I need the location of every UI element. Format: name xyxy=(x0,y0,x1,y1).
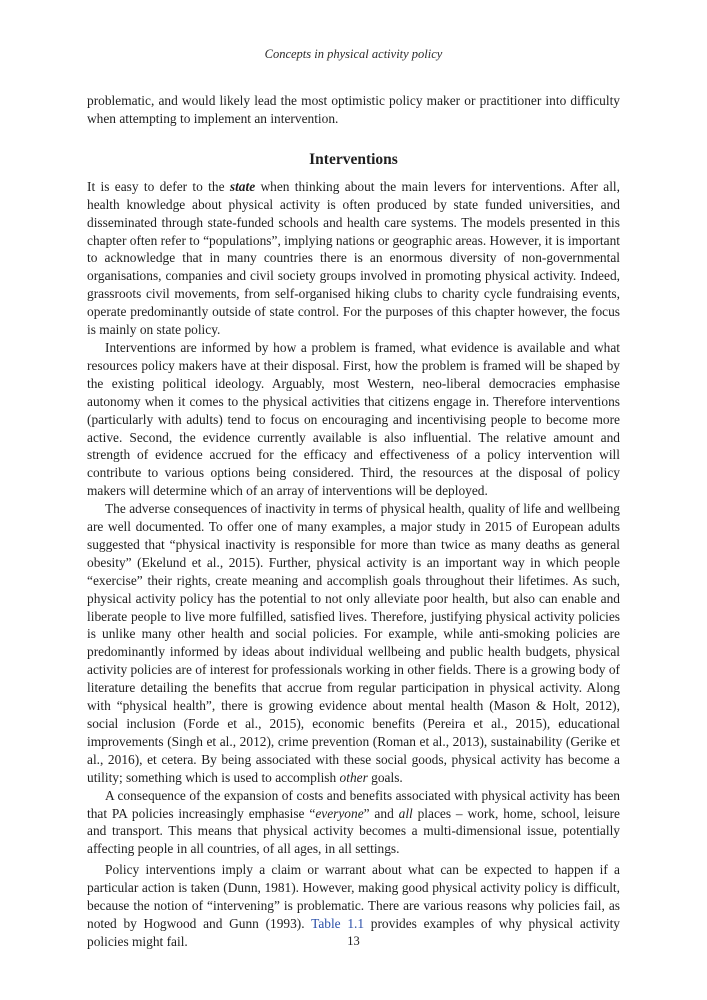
text-run: A consequence of the expansion of costs and benefits associated with physical activity has been that PA policies increasingly emphasise “ xyxy=(87,787,620,821)
paragraph-continuation: problematic, and would likely lead the most optimistic policy maker or practitioner into difficulty when attempting to implement an intervention. xyxy=(87,93,620,126)
running-header: Concepts in physical activity policy xyxy=(264,47,443,61)
text-run: Policy interventions imply a claim or warrant about what can be expected to happen if a particular action is taken (Dunn, 1981). However, making good physical activity policy is difficult, because the notion of “intervening” is problematic. There are various reasons why policies fail, as noted by Hogwood and Gunn (1993). xyxy=(87,862,620,931)
emphasis-other: other xyxy=(339,769,368,785)
emphasis-state: state xyxy=(229,178,256,194)
text-run: It is easy to defer to the xyxy=(87,178,230,194)
text-run: ” and xyxy=(363,805,399,821)
page-number: 13 xyxy=(347,934,360,948)
text-run: places – work, home, school, leisure and transport. This means that physical activity becomes a multi-dimensional issue, potentially affecting people in all countries, of all ages, in all settings. xyxy=(87,805,620,857)
table-reference-link[interactable]: Table 1.1 xyxy=(311,915,365,931)
emphasis-everyone: everyone xyxy=(315,805,364,821)
paragraph-consequences xyxy=(87,500,620,787)
text-run: provides examples of why physical activity policies might fail. xyxy=(87,915,620,949)
paragraph-framing: Interventions are informed by how a problem is framed, what evidence is available and what resources policy makers have at their disposal. First, how the problem is framed will be shaped by the existing political ideology. Arguably, most Western, neo-liberal democracies emphasise autonomy when it comes to the physical activities that citizens engage in. Therefore interventions (particularly with adults) tend to focus on encouraging and incentivising people to become more active. Second, the evidence currently available is also influential. The relative amount and strength of evidence accrued for the efficacy and effectiveness of a policy intervention will contribute to various options being considered. Third, the resources at the disposal of policy makers will determine which of an array of interventions will be deployed. xyxy=(87,339,620,499)
paragraph-expansion xyxy=(87,787,620,859)
page-body xyxy=(87,92,620,951)
text-run: when thinking about the main levers for interventions. After all, health knowledge about physical activity is often produced by state funded universities, and disseminated through state-funded schools and health care systems. The models presented in this chapter often refer to “populations”, implying nations or geographic areas. However, it is important to acknowledge that in many countries there is an enormous diversity of non-governmental organisations, companies and civil society groups involved in promoting physical activity. Indeed, grassroots civil movements, from self-organised hiking clubs to charity cycle fundraising events, operate predominantly outside of state control. For the purposes of this chapter however, the focus is mainly on state policy. xyxy=(87,178,620,338)
text-run: goals. xyxy=(367,769,403,785)
paragraph-state-levers xyxy=(87,178,620,339)
text-run: The adverse consequences of inactivity in terms of physical health, quality of life and wellbeing are well documented. To offer one of many examples, a major study in 2015 of European adults suggested that “physical inactivity is responsible for more than twice as many deaths as general obesity” (Ekelund et al., 2015). Further, physical activity is an important way in which people “exercise” their rights, create meaning and accomplish goals throughout their lifetimes. As such, physical activity policy has the potential to not only alleviate poor health, but also can enable and liberate people to live more fulfilled, satisfied lives. Therefore, justifying physical activity policies is unlike many other health and social policies. For example, while anti-smoking policies are predominantly informed by ideas about individual wellbeing and public health budgets, physical activity policies are of interest for professionals working in other fields. There is a growing body of literature detailing the benefits that accrue from regular participation in physical activity. Along with “physical health”, there is growing evidence about mental health (Mason & Holt, 2012), social inclusion (Forde et al., 2015), economic benefits (Pereira et al., 2015), educational improvements (Singh et al., 2012), crime prevention (Roman et al., 2013), sustainability (Gerike et al., 2016), et cetera. By being associated with these social goods, physical activity has become a utility; something which is used to accomplish xyxy=(87,501,620,785)
emphasis-all: all xyxy=(398,805,413,821)
section-heading-interventions: Interventions xyxy=(309,150,398,168)
